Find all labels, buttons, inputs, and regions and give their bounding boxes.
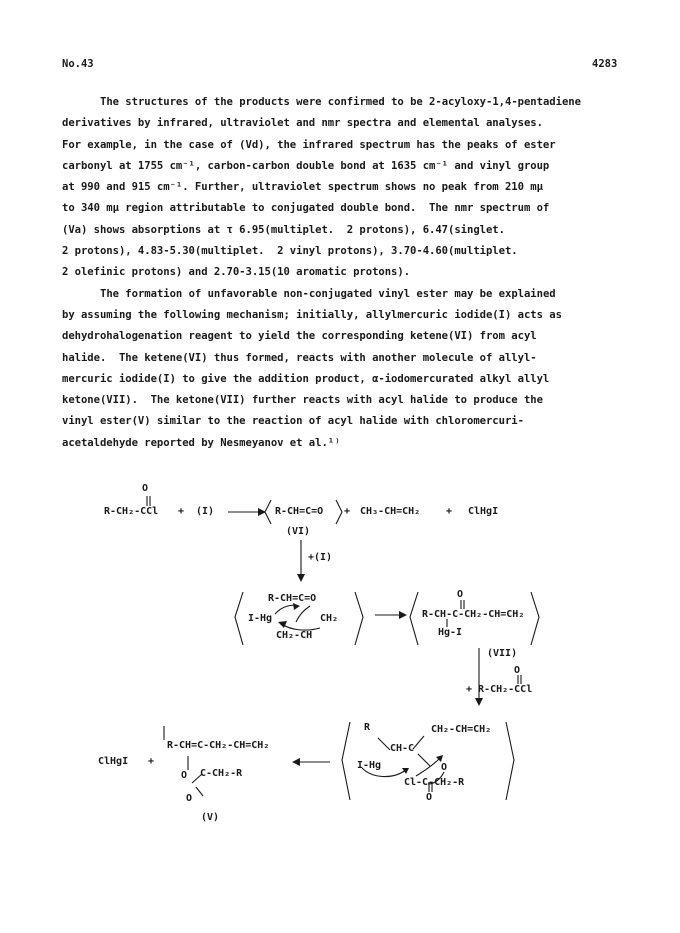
text-line: at 990 and 915 cm⁻¹. Further, ultraviolet spectrum shows no peak from 210 mμ — [62, 181, 543, 194]
text-line: ketone(VII). The ketone(VII) further reacts with acyl halide to produce the — [62, 394, 543, 407]
ketene-label: (VI) — [286, 526, 311, 537]
ketone-label: (VII) — [487, 648, 518, 659]
plus-sign: + — [446, 506, 453, 517]
text-line: dehydrohalogenation reagent to yield the corresponding ketene(VI) from acyl — [62, 330, 537, 343]
step3-oxygen: O — [514, 665, 521, 676]
product-acyl-oxygen: O — [186, 793, 193, 804]
intermediate2-r: R — [364, 722, 371, 733]
ketone-hg: Hg-I — [438, 627, 463, 638]
text-line: vinyl ester(V) similar to the reaction of acyl halide with chloromercuri- — [62, 415, 524, 428]
ketene: R-CH=C=O — [275, 506, 324, 517]
intermediate2-allyl: CH₂-CH=CH₂ — [431, 724, 492, 735]
plus-sign: + — [178, 506, 185, 517]
intermediate2-chc: CH-C — [390, 743, 415, 754]
product-acyl: C-CH₂-R — [200, 768, 243, 779]
journal-issue: No.43 — [62, 58, 94, 70]
intermediate1-allyl: CH₂-CH — [276, 630, 313, 641]
text-line: mercuric iodide(I) to give the addition product, α-iodomercurated alkyl allyl — [62, 372, 550, 385]
product-o: O — [181, 770, 188, 781]
plus-sign: + — [344, 506, 351, 517]
intermediate2-acyl: Cl-C-CH₂-R — [404, 777, 465, 788]
text-line: The formation of unfavorable non-conjugated vinyl ester may be explained — [100, 287, 556, 300]
text-line: halide. The ketene(VI) thus formed, reacts with another molecule of allyl- — [62, 351, 537, 364]
step2-reagent: +(I) — [308, 552, 333, 563]
text-line: The structures of the products were confirmed to be 2-acyloxy-1,4-pentadiene — [100, 96, 581, 108]
intermediate1-hg: I-Hg — [248, 613, 273, 624]
plus-sign: + — [148, 756, 155, 767]
propene: CH₃-CH=CH₂ — [360, 506, 421, 517]
mercury-salt: ClHgI — [468, 506, 499, 517]
text-line: 2 protons), 4.83-5.30(multiplet. 2 vinyl protons), 3.70-4.60(multiplet. — [62, 245, 518, 258]
text-line: (Va) shows absorptions at τ 6.95(multiplet. 2 protons), 6.47(singlet. — [62, 223, 505, 236]
intermediate1-ch2: CH₂ — [320, 613, 339, 624]
text-line: by assuming the following mechanism; initially, allylmercuric iodide(I) acts as — [62, 308, 562, 321]
page-number: 4283 — [592, 58, 618, 70]
ketone-structure: R-CH-C-CH₂-CH=CH₂ — [422, 609, 525, 620]
vinyl-ester: R-CH=C-CH₂-CH=CH₂ — [167, 740, 270, 751]
product-label: (V) — [201, 812, 220, 823]
text-line: acetaldehyde reported by Nesmeyanov et al.¹⁾ — [62, 436, 341, 449]
text-line: carbonyl at 1755 cm⁻¹, carbon-carbon double bond at 1635 cm⁻¹ and vinyl group — [62, 159, 550, 172]
reactant-oxygen: O — [142, 483, 149, 494]
ketone-oxygen: O — [457, 589, 464, 600]
allylmercuric-iodide: (I) — [196, 506, 215, 517]
text-line: 2 olefinic protons) and 2.70-3.15(10 aromatic protons). — [62, 266, 411, 279]
intermediate2-o: O — [441, 762, 448, 773]
intermediate2-acyl-oxygen: O — [426, 792, 433, 803]
text-line: For example, in the case of (Vd), the infrared spectrum has the peaks of ester — [62, 138, 556, 151]
text-line: derivatives by infrared, ultraviolet and nmr spectra and elemental analyses. — [62, 117, 543, 130]
acyl-halide: R-CH₂-CCl — [104, 506, 159, 517]
intermediate1-ketene: R-CH=C=O — [268, 593, 317, 604]
step3-reagent: + R-CH₂-CCl — [466, 684, 533, 695]
text-line: to 340 mμ region attributable to conjugated double bond. The nmr spectrum of — [62, 202, 550, 215]
product-mercury-salt: ClHgI — [98, 756, 129, 767]
intermediate2-hg: I-Hg — [357, 760, 382, 771]
